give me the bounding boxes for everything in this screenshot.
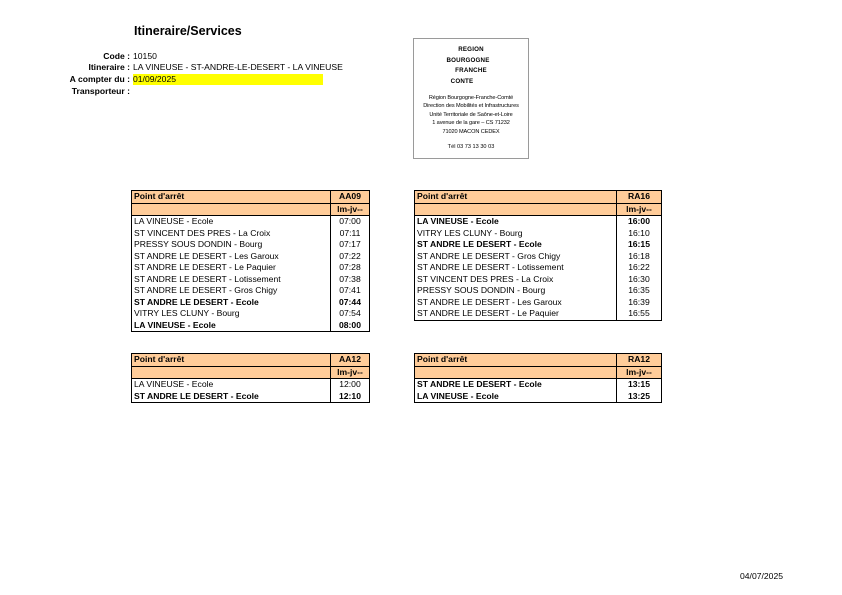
time-cell: 07:17: [331, 239, 370, 251]
time-cell: 07:00: [331, 216, 370, 228]
start-date-value: 01/09/2025: [133, 74, 323, 85]
stop-cell: VITRY LES CLUNY - Bourg: [415, 228, 617, 240]
stop-cell: ST ANDRE LE DESERT - Ecole: [132, 391, 331, 403]
carrier-label: Transporteur :: [71, 86, 130, 96]
table-row: [415, 228, 662, 240]
code-label: Code :: [103, 51, 130, 61]
header-empty: [415, 366, 617, 379]
stop-cell: ST ANDRE LE DESERT - Ecole: [132, 297, 331, 309]
time-cell: 16:18: [617, 251, 662, 263]
table-row: [132, 285, 370, 297]
table-header-row: [132, 366, 370, 379]
time-cell: 07:41: [331, 285, 370, 297]
time-cell: 07:11: [331, 228, 370, 240]
schedule-table-aa12: [131, 353, 370, 403]
table-header-row: [415, 191, 662, 204]
table-header-row: [415, 354, 662, 367]
time-cell: 08:00: [331, 320, 370, 332]
table-row: [415, 216, 662, 228]
time-cell: 16:10: [617, 228, 662, 240]
itinerary-value: LA VINEUSE - ST-ANDRE-LE-DESERT - LA VINEUSE: [133, 62, 343, 72]
stop-cell: ST ANDRE LE DESERT - Lotissement: [132, 274, 331, 286]
start-date-label: A compter du :: [69, 74, 130, 84]
header-empty: [132, 366, 331, 379]
logo-address-line: 1 avenue de la gare – CS 71232: [432, 120, 510, 127]
header-stop: Point d'arrêt: [415, 354, 617, 367]
header-service: RA16: [617, 191, 662, 204]
stop-cell: PRESSY SOUS DONDIN - Bourg: [415, 285, 617, 297]
table-row: [132, 391, 370, 403]
logo-address-line: Direction des Mobilités et Infrastructures: [423, 103, 519, 110]
logo-address: [414, 94, 528, 136]
table-row: [132, 308, 370, 320]
table-row: [415, 391, 662, 403]
header-days: lm-jv--: [617, 366, 662, 379]
stop-cell: LA VINEUSE - Ecole: [415, 391, 617, 403]
header-stop: Point d'arrêt: [415, 191, 617, 204]
time-cell: 12:10: [331, 391, 370, 403]
logo-line-bourgogne: BOURGOGNE: [446, 56, 490, 64]
stop-cell: ST ANDRE LE DESERT - Ecole: [415, 379, 617, 391]
region-logo: [414, 39, 528, 87]
stop-cell: ST ANDRE LE DESERT - Gros Chigy: [132, 285, 331, 297]
stop-cell: ST ANDRE LE DESERT - Le Paquier: [415, 308, 617, 320]
stop-cell: ST VINCENT DES PRES - La Croix: [132, 228, 331, 240]
logo-address-line: 71020 MACON CEDEX: [442, 128, 500, 135]
table-row: [415, 239, 662, 251]
table-row: [132, 216, 370, 228]
stop-cell: ST ANDRE LE DESERT - Les Garoux: [132, 251, 331, 263]
table-row: [415, 251, 662, 263]
time-cell: 13:25: [617, 391, 662, 403]
table-row: [132, 297, 370, 309]
header-stop: Point d'arrêt: [132, 191, 331, 204]
table-row: [415, 297, 662, 309]
table-row: [132, 320, 370, 332]
header-empty: [132, 203, 331, 216]
table-header-row: [415, 366, 662, 379]
time-cell: 07:54: [331, 308, 370, 320]
logo-address-line: Unité Territoriale de Saône-et-Loire: [429, 111, 513, 118]
header-service: AA09: [331, 191, 370, 204]
table-row: [132, 262, 370, 274]
code-value: 10150: [133, 51, 157, 61]
table-row: [415, 262, 662, 274]
time-cell: 16:55: [617, 308, 662, 320]
table-row: [132, 228, 370, 240]
stop-cell: LA VINEUSE - Ecole: [132, 216, 331, 228]
stop-cell: LA VINEUSE - Ecole: [132, 379, 331, 391]
table-header-row: [132, 354, 370, 367]
stop-cell: ST ANDRE LE DESERT - Les Garoux: [415, 297, 617, 309]
stop-cell: ST ANDRE LE DESERT - Lotissement: [415, 262, 617, 274]
stop-cell: ST VINCENT DES PRES - La Croix: [415, 274, 617, 286]
table-header-row: [132, 191, 370, 204]
table-row: [415, 285, 662, 297]
stop-cell: ST ANDRE LE DESERT - Ecole: [415, 239, 617, 251]
logo-line-conte: CONTE: [450, 77, 474, 85]
time-cell: 16:35: [617, 285, 662, 297]
table-row: [132, 251, 370, 263]
header-days: lm-jv--: [331, 366, 370, 379]
table-row: [132, 379, 370, 391]
time-cell: 07:22: [331, 251, 370, 263]
table-row: [415, 274, 662, 286]
schedule-table-aa09: [131, 190, 370, 332]
header-empty: [415, 203, 617, 216]
time-cell: 07:28: [331, 262, 370, 274]
header-service: RA12: [617, 354, 662, 367]
itinerary-label: Itineraire :: [88, 62, 130, 72]
table-row: [132, 274, 370, 286]
region-logo-box: [413, 38, 529, 159]
header-stop: Point d'arrêt: [132, 354, 331, 367]
schedule-table-ra16: [414, 190, 662, 321]
time-cell: 16:39: [617, 297, 662, 309]
stop-cell: LA VINEUSE - Ecole: [415, 216, 617, 228]
header-days: lm-jv--: [331, 203, 370, 216]
time-cell: 13:15: [617, 379, 662, 391]
time-cell: 16:15: [617, 239, 662, 251]
logo-address-line: Région Bourgogne-Franche-Comté: [428, 95, 514, 101]
stop-cell: VITRY LES CLUNY - Bourg: [132, 308, 331, 320]
time-cell: 16:00: [617, 216, 662, 228]
stop-cell: ST ANDRE LE DESERT - Gros Chigy: [415, 251, 617, 263]
time-cell: 12:00: [331, 379, 370, 391]
stop-cell: ST ANDRE LE DESERT - Le Paquier: [132, 262, 331, 274]
stop-cell: PRESSY SOUS DONDIN - Bourg: [132, 239, 331, 251]
table-row: [415, 379, 662, 391]
table-header-row: [132, 203, 370, 216]
table-row: [415, 308, 662, 320]
header-service: AA12: [331, 354, 370, 367]
time-cell: 07:38: [331, 274, 370, 286]
logo-line-region: REGION: [458, 46, 484, 53]
header-days: lm-jv--: [617, 203, 662, 216]
page-title: Itineraire/Services: [134, 24, 242, 38]
logo-phone: Tél 03 73 13 30 03: [447, 144, 495, 151]
schedule-table-ra12: [414, 353, 662, 403]
footer-date: 04/07/2025: [740, 571, 784, 581]
time-cell: 16:22: [617, 262, 662, 274]
table-row: [132, 239, 370, 251]
time-cell: 16:30: [617, 274, 662, 286]
stop-cell: LA VINEUSE - Ecole: [132, 320, 331, 332]
table-header-row: [415, 203, 662, 216]
time-cell: 07:44: [331, 297, 370, 309]
logo-line-franche: FRANCHE: [455, 67, 487, 74]
